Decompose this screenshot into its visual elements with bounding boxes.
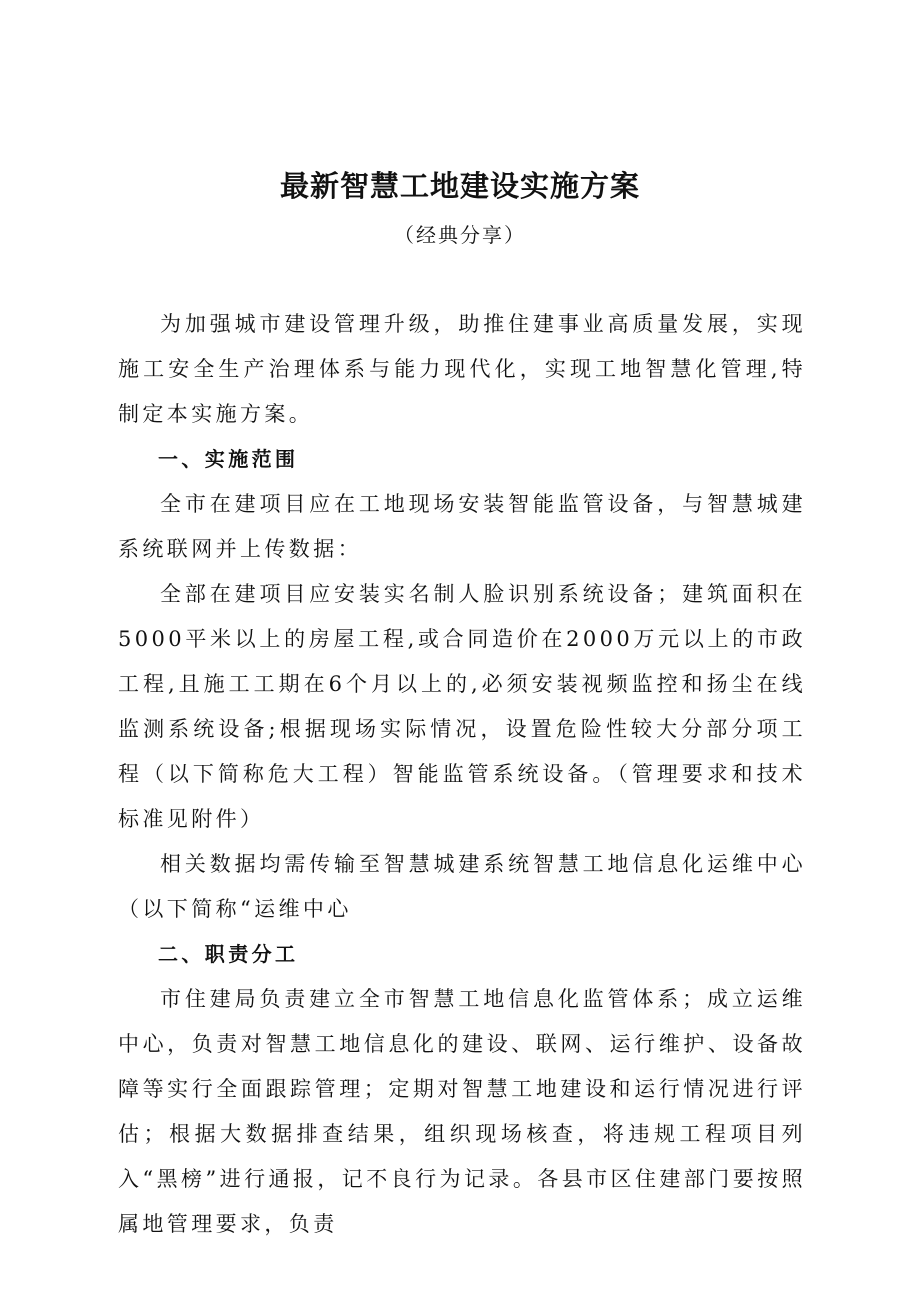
document-title: 最新智慧工地建设实施方案 xyxy=(279,169,640,203)
intro-paragraph: 为加强城市建设管理升级，助推住建事业高质量发展，实现施工安全生产治理体系与能力现代化，实现工地智慧化管理,特制定本实施方案。 xyxy=(118,312,806,426)
document-subtitle: （经典分享） xyxy=(394,223,526,247)
scope-paragraph-3: 相关数据均需传输至智慧城建系统智慧工地信息化运维中心（以下简称“运维中心 xyxy=(118,852,806,921)
scope-paragraph-2: 全部在建项目应安装实名制人脸识别系统设备；建筑面积在5000平米以上的房屋工程,或合同造价在2000万元以上的市政工程,且施工工期在6个月以上的,必须安装视频监控和扬尘在线监测系统设备;根据现场实际情况，设置危险性较大分部分项工程（以下简称危大工程）智能监管系统设备。（管理要求和技术标准见附件） xyxy=(118,582,806,831)
section-heading-duties: 二、职责分工 xyxy=(158,942,299,966)
scope-paragraph-1: 全市在建项目应在工地现场安装智能监管设备，与智慧城建系统联网并上传数据： xyxy=(118,492,806,561)
section-heading-scope: 一、实施范围 xyxy=(158,447,299,471)
document-body xyxy=(118,302,806,1247)
duties-paragraph-1: 市住建局负责建立全市智慧工地信息化监管体系；成立运维中心，负责对智慧工地信息化的建设、联网、运行维护、设备故障等实行全面跟踪管理；定期对智慧工地建设和运行情况进行评估；根据大数据排查结果，组织现场核查，将违规工程项目列入“黑榜”进行通报，记不良行为记录。各县市区住建部门要按照属地管理要求，负责 xyxy=(118,987,806,1236)
